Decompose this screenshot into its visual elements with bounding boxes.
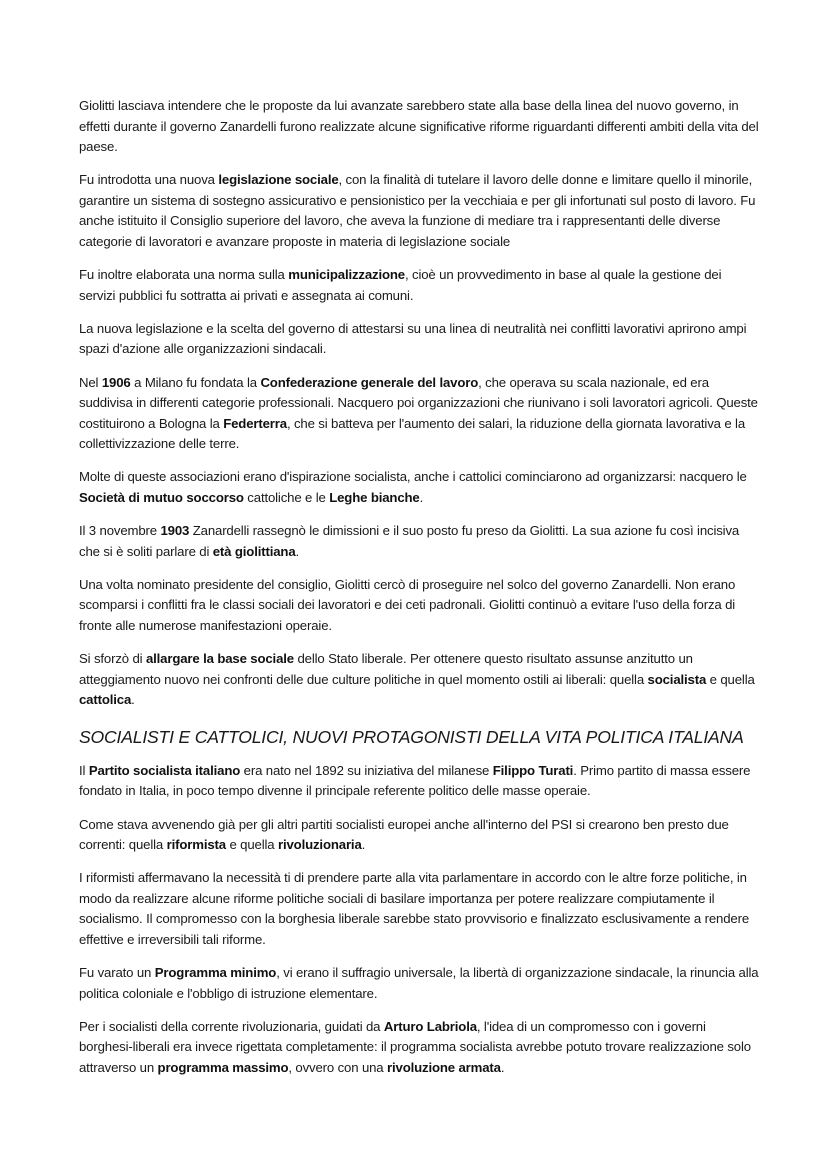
text-run: Molte di queste associazioni erano d'ispirazione socialista, anche i cattolici cominciarono ad organizzarsi: nacquero le: [79, 469, 747, 485]
text-run: , ovvero con una: [288, 1059, 388, 1075]
bold-term: cattolica: [79, 692, 132, 708]
bold-term: Filippo Turati: [492, 762, 574, 778]
text-run: . Primo partito di massa essere fondato in Italia, in poco tempo divenne il principale referente politico delle masse operaie.: [79, 762, 751, 799]
bold-term: socialista: [647, 671, 707, 687]
bold-term: rivoluzione armata: [387, 1059, 501, 1075]
text-run: .: [295, 543, 300, 559]
bold-term: 1903: [160, 523, 190, 539]
document-page: [79, 96, 759, 1091]
text-run: e quella: [225, 837, 278, 853]
text-run: , che operava su scala nazionale, ed era suddivisa in differenti categorie professionali. Nacquero poi organizzazioni che riunivano i soli lavoratori agricoli. Queste costituirono a Bologna la: [79, 374, 758, 431]
bold-term: Confederazione generale del lavoro: [260, 374, 479, 390]
text-run: , che si batteva per l'aumento dei salari, la riduzione della giornata lavorativa e la collettivizzazione delle terre.: [79, 415, 745, 452]
section-intro: [79, 96, 759, 711]
text-run: e quella: [706, 671, 755, 687]
bold-term: allargare la base sociale: [145, 651, 294, 667]
text-run: Zanardelli rassegnò le dimissioni e il suo posto fu preso da Giolitti. La sua azione fu così incisiva che si è soliti parlare di: [79, 523, 740, 559]
bold-term: legislazione sociale: [218, 172, 339, 188]
bold-term: Partito socialista italiano: [88, 762, 241, 778]
text-run: Il: [79, 762, 89, 778]
paragraph: [79, 761, 759, 802]
text-run: .: [419, 490, 424, 505]
section-heading: SOCIALISTI E CATTOLICI, NUOVI PROTAGONISTI DELLA VITA POLITICA ITALIANA: [79, 726, 744, 747]
text-run: dello Stato liberale. Per ottenere questo risultato assunse anzitutto un atteggiamento nuovo nei confronti delle due culture politiche in quel momento ostili ai liberali: quella: [79, 651, 693, 687]
section-socialisti-cattolici: [79, 761, 759, 1079]
paragraph: [79, 963, 759, 1004]
text-run: Come stava avvenendo già per gli altri partiti socialisti europei anche all'interno del PSI si crearono ben presto due correnti: quella: [79, 816, 729, 853]
paragraph: [79, 815, 759, 856]
bold-term: età giolittiana: [212, 543, 296, 559]
text-run: era nato nel 1892 su iniziativa del milanese: [240, 762, 493, 778]
bold-term: Programma minimo: [154, 965, 277, 981]
text-run: a Milano fu fondata la: [130, 374, 261, 390]
bold-term: programma massimo: [157, 1059, 289, 1075]
bold-term: riformista: [166, 837, 226, 853]
paragraph: [79, 96, 759, 158]
paragraph: [79, 319, 759, 360]
text-run: Giolitti lasciava intendere che le proposte da lui avanzate sarebbero state alla base della linea del nuovo governo, in effetti durante il governo Zanardelli furono realizzate alcune significative riforme riguardanti differenti ambiti della vita del paese.: [79, 98, 759, 155]
bold-term: rivoluzionaria: [277, 837, 362, 853]
paragraph: [79, 1017, 759, 1079]
paragraph: [79, 265, 759, 306]
text-run: .: [131, 692, 135, 708]
text-run: Il 3 novembre: [79, 523, 161, 539]
bold-term: Società di mutuo soccorso: [79, 490, 244, 505]
paragraph: [79, 373, 759, 455]
text-run: , con la finalità di tutelare il lavoro delle donne e limitare quello il minorile, garantire un sistema di sostegno assicurativo e pensionistico per la vecchiaia e per gli infortunati sul posto di lavoro. Fu anche istituito il Consiglio superiore del lavoro, che aveva la funzione di mediare tra i rappresentanti delle diverse categorie di lavoratori e avanzare proposte in materia di legislazione sociale: [79, 172, 756, 250]
paragraph: [79, 170, 759, 252]
paragraph: [79, 467, 759, 508]
text-run: Fu inoltre elaborata una norma sulla: [79, 267, 289, 283]
text-run: Una volta nominato presidente del consiglio, Giolitti cercò di proseguire nel solco del governo Zanardelli. Non erano scomparsi i conflitti fra le classi sociali dei lavoratori e dei ceti padronali. Giolitti continuò a evitare l'uso della forza di fronte alle numerose manifestazioni operaie.: [79, 576, 736, 633]
paragraph: [79, 649, 759, 711]
bold-term: Leghe bianche: [329, 490, 420, 505]
bold-term: municipalizzazione: [288, 267, 405, 283]
text-run: .: [361, 837, 366, 853]
text-run: Si sforzò di: [79, 651, 146, 667]
text-run: La nuova legislazione e la scelta del governo di attestarsi su una linea di neutralità nei conflitti lavorativi aprirono ampi spazi d'azione alle organizzazioni sindacali.: [79, 320, 747, 357]
paragraph: [79, 521, 759, 562]
text-run: , cioè un provvedimento in base al quale la gestione dei servizi pubblici fu sottratta ai privati e assegnata ai comuni.: [79, 267, 722, 303]
paragraph: [79, 868, 759, 950]
paragraph: [79, 575, 759, 637]
text-run: I riformisti affermavano la necessità ti di prendere parte alla vita parlamentare in accordo con le altre forze politiche, in modo da realizzare alcune riforme politiche sociali di basilare importanza per potere realizzare compiutamente il socialismo. Il compromesso con la borghesia liberale sarebbe stato provvisorio e finalizzato esclusivamente a rendere effettive e irreversibili tali riforme.: [79, 870, 750, 947]
text-run: , l'idea di un compromesso con i governi borghesi-liberali era invece rigettata completamente: il programma socialista avrebbe potuto trovare realizzazione solo attraverso un: [79, 1018, 751, 1075]
text-run: Fu introdotta una nuova: [79, 172, 219, 188]
bold-term: Arturo Labriola: [383, 1018, 477, 1034]
text-run: Nel: [79, 374, 102, 390]
text-run: .: [500, 1059, 505, 1075]
bold-term: Federterra: [223, 415, 287, 431]
text-run: Per i socialisti della corrente rivoluzionaria, guidati da: [79, 1018, 384, 1034]
text-run: Fu varato un: [79, 965, 155, 981]
text-run: cattoliche e le: [243, 490, 330, 505]
text-run: , vi erano il suffragio universale, la libertà di organizzazione sindacale, la rinuncia alla politica coloniale e l'obbligo di istruzione elementare.: [79, 965, 759, 1001]
bold-term: 1906: [101, 374, 131, 390]
